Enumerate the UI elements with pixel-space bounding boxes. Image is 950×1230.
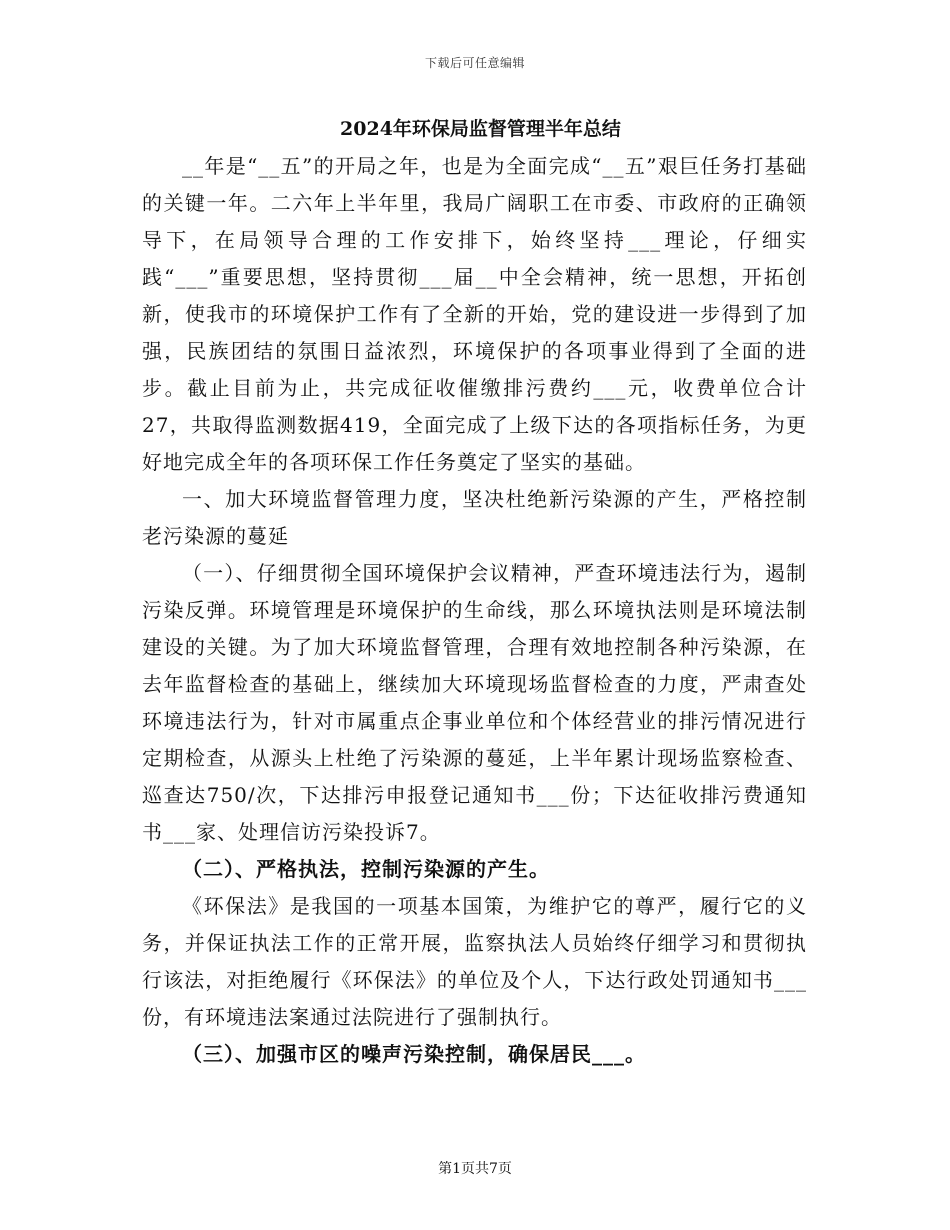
- page-number: 第1页共7页: [438, 1161, 512, 1177]
- paragraph-subsection-2: 《环保法》是我国的一项基本国策，为维护它的尊严，履行它的义务，并保证执法工作的正常开展，监察执法人员始终仔细学习和贯彻执行该法，对拒绝履行《环保法》的单位及个人，下达行政处罚通知书___份，有环境违法案通过法院进行了强制执行。: [142, 894, 807, 1029]
- section-heading-1: 一、加大环境监督管理力度，坚决杜绝新污染源的产生，严格控制老污染源的蔓延: [142, 487, 807, 548]
- paragraph-intro: __年是“__五”的开局之年，也是为全面完成“__五”艰巨任务打基础的关键一年。二六年上半年里，我局广阔职工在市委、市政府的正确领导下，在局领导合理的工作安排下，始终坚持___理论，仔细实践“___”重要思想，坚持贯彻___届__中全会精神，统一思想，开拓创新，使我市的环境保护工作有了全新的开始，党的建设进一步得到了加强，民族团结的氛围日益浓烈，环境保护的各项事业得到了全面的进步。截止目前为止，共完成征收催缴排污费约___元，收费单位合计27，共取得监测数据419，全面完成了上级下达的各项指标任务，为更好地完成全年的各项环保工作任务奠定了坚实的基础。: [142, 154, 807, 474]
- paragraph-subsection-1: （一）、仔细贯彻全国环境保护会议精神，严查环境违法行为，遏制污染反弹。环境管理是环境保护的生命线，那么环境执法则是环境法制建设的关键。为了加大环境监督管理，合理有效地控制各种污染源，在去年监督检查的基础上，继续加大环境现场监督检查的力度，严肃查处环境违法行为，针对市属重点企事业单位和个体经营业的排污情况进行定期检查，从源头上杜绝了污染源的蔓延，上半年累计现场监察检查、巡查达750/次，下达排污申报登记通知书___份；下达征收排污费通知书___家、处理信访污染投诉7。: [142, 561, 807, 844]
- subsection-heading-3: （三）、加强市区的噪声污染控制，确保居民___。: [182, 1042, 646, 1066]
- document-title: 2024年环保局监督管理半年总结: [340, 118, 621, 140]
- document-body: [142, 110, 807, 1073]
- header-note: 下载后可任意编辑: [424, 56, 525, 70]
- subsection-heading-2: （二）、严格执法，控制污染源的产生。: [182, 857, 550, 881]
